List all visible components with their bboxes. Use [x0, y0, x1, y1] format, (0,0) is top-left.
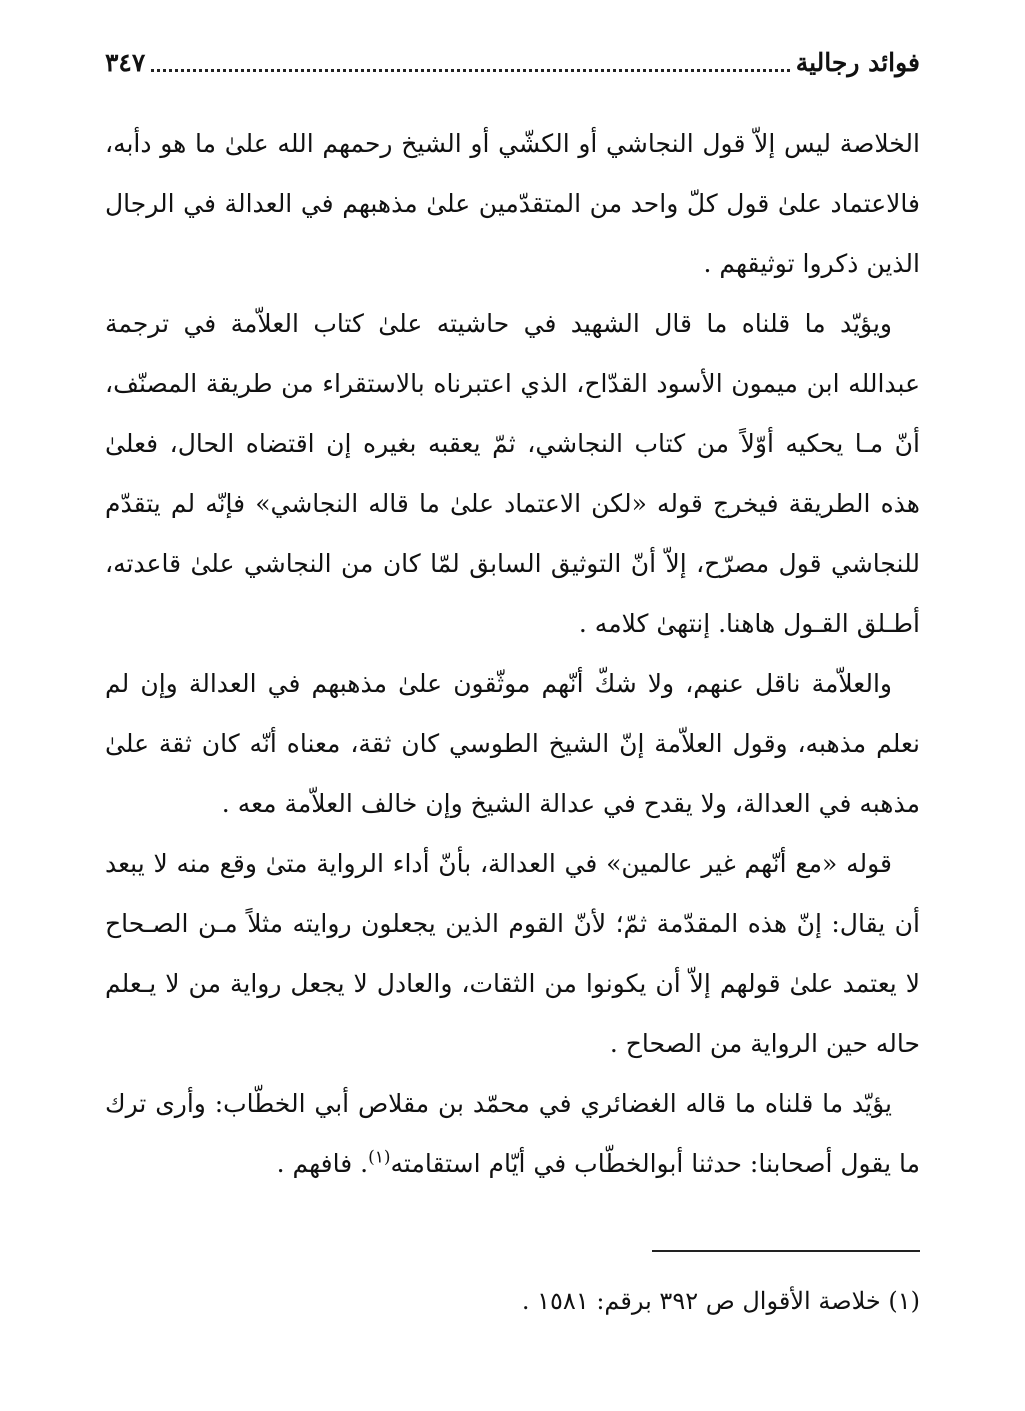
main-text [105, 114, 920, 1194]
footnote: (١) خلاصة الأقوال ص ٣٩٢ برقم: ١٥٨١ . [521, 1287, 920, 1315]
running-header [105, 40, 920, 84]
paragraph: قوله «مع أنّهم غير عالمين» في العدالة، بأنّ أداء الرواية متىٰ وقع منه لا يبعد أن يقال: إنّ هذه المقدّمة ثمّ؛ لأنّ القوم الذين يجعلون روايته مثلاً مـن الصـحاح لا يعتمد علىٰ قولهم إلاّ أن يكونوا من الثقات، والعادل لا يجعل رواية من لا يـعلم حاله حين الرواية من الصحاح . [105, 849, 920, 1058]
leader-dots [151, 69, 789, 72]
paragraph-with-footnote [105, 1074, 920, 1194]
paragraph: الخلاصة ليس إلاّ قول النجاشي أو الكشّي أو الشيخ رحمهم الله علىٰ ما هو دأبه، فالاعتماد علىٰ قول كلّ واحد من المتقدّمين علىٰ مذهبهم في العدالة في الرجال الذين ذكروا توثيقهم . [105, 129, 920, 278]
footnote-separator [652, 1250, 920, 1252]
paragraph-text: يؤيّد ما قلناه ما قاله الغضائري في محمّد بن مقلاص أبي الخطّاب: وأرى ترك ما يقول أصحابنا: حدثنا أبوالخطّاب في أيّام استقامته [105, 1089, 920, 1178]
paragraph: ويؤيّد ما قلناه ما قال الشهيد في حاشيته علىٰ كتاب العلاّمة في ترجمة عبدالله ابن ميمون الأسود القدّاح، الذي اعتبرناه بالاستقراء من طريقة المصنّف، أنّ مـا يحكيه أوّلاً من كتاب النجاشي، ثمّ يعقبه بغيره إن اقتضاه الحال، فعلىٰ هذه الطريقة فيخرج قوله «لكن الاعتماد علىٰ ما قاله النجاشي» فإنّه لم يتقدّم للنجاشي قول مصرّح، إلاّ أنّ التوثيق السابق لمّا كان من النجاشي علىٰ قاعدته، أطـلق القـول هاهنا. إنتهىٰ كلامه . [105, 309, 920, 638]
running-title: فوائد رجالية [795, 47, 920, 77]
page-number: ٣٤٧ [105, 47, 146, 77]
paragraph-text-end: . فافهم . [276, 1149, 369, 1178]
paragraph: والعلاّمة ناقل عنهم، ولا شكّ أنّهم موثّقون علىٰ مذهبهم في العدالة وإن لم نعلم مذهبه، وقول العلاّمة إنّ الشيخ الطوسي كان ثقة، معناه أنّه كان ثقة علىٰ مذهبه في العدالة، ولا يقدح في عدالة الشيخ وإن خالف العلاّمة معه . [105, 669, 920, 818]
footnote-reference: (١) [368, 1147, 391, 1168]
